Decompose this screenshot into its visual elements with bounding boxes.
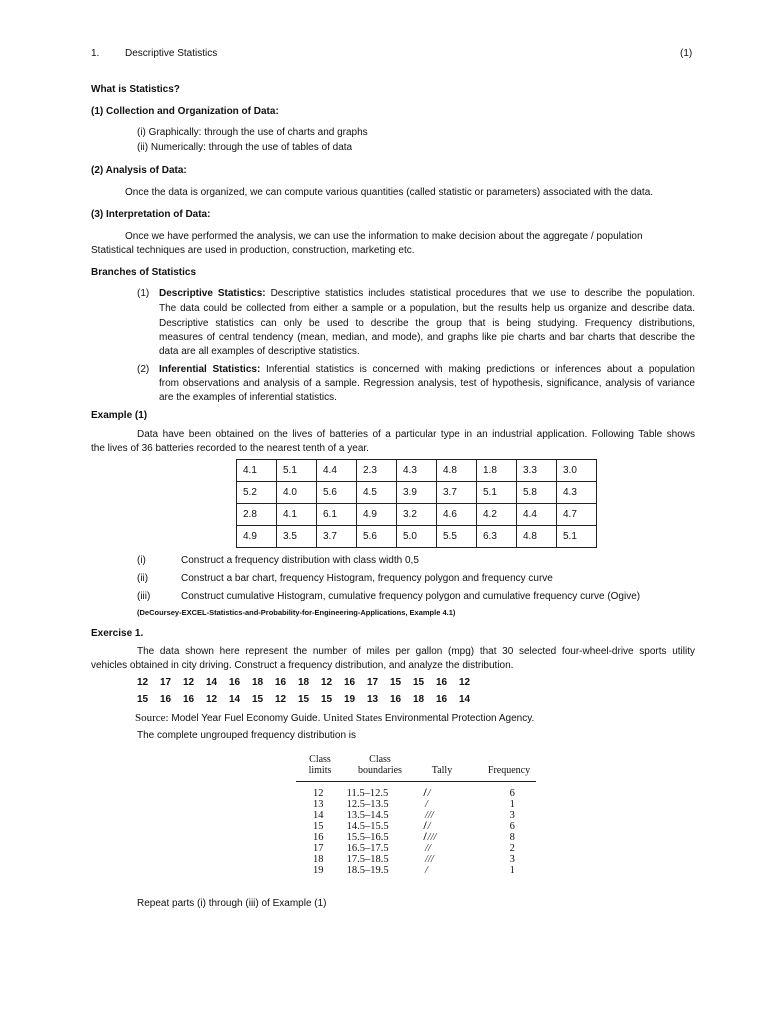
s3-heading: (3) Interpretation of Data: [91, 209, 211, 220]
frequency-row [300, 854, 540, 865]
frequency: 1 [509, 799, 515, 810]
s1-item-1: (i) Graphically: through the use of charts and graphs [137, 127, 368, 138]
s3-line-1: Once we have performed the analysis, we can use the information to make decision about the aggregate / population [125, 231, 643, 242]
table-cell: 1.8 [477, 460, 517, 482]
frequency-row [300, 865, 540, 876]
table-row [237, 526, 597, 548]
section-number: 1. [91, 48, 100, 59]
mpg-value: 12 [183, 677, 195, 688]
mpg-value: 15 [413, 677, 425, 688]
table-cell: 4.1 [237, 460, 277, 482]
table-cell: 4.2 [477, 504, 517, 526]
class-limit: 13 [313, 799, 324, 810]
mpg-value: 12 [137, 677, 149, 688]
class-limit: 18 [313, 854, 324, 865]
table-cell: 3.5 [277, 526, 317, 548]
battery-table [236, 459, 597, 548]
s2-text: Once the data is organized, we can compute various quantities (called statistic or parameters) associated with the data. [125, 187, 654, 198]
mpg-value: 16 [229, 677, 241, 688]
table-cell: 4.8 [437, 460, 477, 482]
table-cell: 3.0 [557, 460, 597, 482]
header-tally: Tally [431, 765, 453, 776]
tally-marks: // [425, 843, 431, 854]
mpg-value: 12 [206, 694, 218, 705]
class-limit: 16 [313, 832, 324, 843]
class-boundary: 14.5–15.5 [346, 821, 389, 832]
mpg-value: 16 [275, 677, 287, 688]
branch-2-num: (2) [137, 364, 150, 375]
class-boundary: 12.5–13.5 [346, 799, 389, 810]
mpg-value: 15 [390, 677, 402, 688]
mpg-value: 16 [344, 677, 356, 688]
frequency-table-body [300, 788, 540, 876]
branch-2-line-3: are the examples of inferential statistics. [159, 392, 337, 403]
class-boundary: 15.5–16.5 [346, 832, 389, 843]
frequency-table [290, 752, 540, 892]
tally-marks: / [425, 865, 428, 876]
table-cell: 4.0 [277, 482, 317, 504]
frequency: 8 [509, 832, 515, 843]
table-cell: 5.1 [277, 460, 317, 482]
mpg-value: 16 [436, 694, 448, 705]
exercise-heading: Exercise 1. [91, 628, 144, 639]
task-2-num: (ii) [137, 573, 149, 584]
frequency: 6 [509, 821, 515, 832]
frequency-row [300, 799, 540, 810]
table-cell: 4.4 [517, 504, 557, 526]
branch-2-line-2: from observations and analysis of a sample. Regression analysis, test of hypothesis, significance, analysis of variance [159, 378, 695, 389]
task-1-text: Construct a frequency distribution with class width 0,5 [181, 555, 419, 566]
what-is-heading: What is Statistics? [91, 84, 180, 95]
class-boundary: 18.5–19.5 [346, 865, 389, 876]
table-cell: 2.3 [357, 460, 397, 482]
table-cell: 6.3 [477, 526, 517, 548]
header-frequency: Frequency [487, 765, 531, 776]
table-cell: 3.7 [437, 482, 477, 504]
table-cell: 3.3 [517, 460, 557, 482]
table-cell: 5.2 [237, 482, 277, 504]
table-cell: 4.3 [397, 460, 437, 482]
branch-2-line-1: Inferential Statistics: Inferential statistics is concerned with making predictions or inferences about a population [159, 364, 695, 375]
exercise-line-1: The data shown here represent the number of miles per gallon (mpg) that 30 selected four-wheel-drive sports utility [137, 646, 695, 657]
class-boundary: 17.5–18.5 [346, 854, 389, 865]
mpg-value: 17 [160, 677, 172, 688]
frequency-row [300, 832, 540, 843]
mpg-value: 16 [436, 677, 448, 688]
branch-1-line-1: Descriptive Statistics: Descriptive statistics includes statistical procedures that we use to describe the population. [159, 288, 695, 299]
tally-marks: ̸̸̸̸ / [425, 821, 431, 832]
table-cell: 3.7 [317, 526, 357, 548]
mpg-value: 13 [367, 694, 379, 705]
s2-heading: (2) Analysis of Data: [91, 165, 187, 176]
table-row [237, 460, 597, 482]
frequency: 3 [509, 810, 515, 821]
task-2-text: Construct a bar chart, frequency Histogram, frequency polygon and frequency curve [181, 573, 553, 584]
table-row [237, 482, 597, 504]
frequency: 2 [509, 843, 515, 854]
mpg-value: 18 [252, 677, 264, 688]
frequency: 3 [509, 854, 515, 865]
complete-distribution-text: The complete ungrouped frequency distribution is [137, 730, 357, 741]
branch-1-line-2: The data could be collected from either a sample or a population, but the results help us organize and describe data. [159, 303, 695, 314]
branch-2-title: Inferential Statistics: [159, 364, 261, 375]
mpg-value: 12 [275, 694, 287, 705]
class-boundary: 16.5–17.5 [346, 843, 389, 854]
task-3-num: (iii) [137, 591, 151, 602]
s3-line-2: Statistical techniques are used in production, construction, marketing etc. [91, 245, 415, 256]
mpg-value: 16 [183, 694, 195, 705]
class-boundary: 13.5–14.5 [346, 810, 389, 821]
example-line-2: the lives of 36 batteries recorded to the nearest tenth of a year. [91, 443, 369, 454]
mpg-row-1 [137, 677, 482, 688]
mpg-value: 17 [367, 677, 379, 688]
table-cell: 4.7 [557, 504, 597, 526]
tally-marks: / [425, 799, 428, 810]
class-limit: 17 [313, 843, 324, 854]
page-number: (1) [680, 48, 693, 59]
mpg-value: 14 [229, 694, 241, 705]
repeat-text: Repeat parts (i) through (iii) of Example (1) [137, 898, 327, 909]
table-row [237, 504, 597, 526]
mpg-value: 18 [413, 694, 425, 705]
table-cell: 5.0 [397, 526, 437, 548]
header-rule [296, 781, 536, 782]
table-cell: 4.5 [357, 482, 397, 504]
example-line-1: Data have been obtained on the lives of batteries of a particular type in an industrial application. Following Table shows [137, 429, 695, 440]
table-cell: 4.6 [437, 504, 477, 526]
table-cell: 5.8 [517, 482, 557, 504]
table-cell: 5.6 [357, 526, 397, 548]
mpg-value: 19 [344, 694, 356, 705]
branch-1-line-3: Descriptive statistics can only be used to describe the group that is being studying. Frequency distributions, [159, 318, 695, 329]
mpg-value: 15 [321, 694, 333, 705]
table-cell: 6.1 [317, 504, 357, 526]
frequency-row [300, 821, 540, 832]
class-limit: 14 [313, 810, 324, 821]
s1-item-2: (ii) Numerically: through the use of tables of data [137, 142, 353, 153]
example-reference: (DeCoursey-EXCEL-Statistics-and-Probability-for-Engineering-Applications, Example 4.1) [137, 608, 456, 617]
frequency-row [300, 788, 540, 799]
frequency-row [300, 810, 540, 821]
table-cell: 3.9 [397, 482, 437, 504]
class-limit: 19 [313, 865, 324, 876]
table-cell: 5.6 [317, 482, 357, 504]
table-cell: 4.4 [317, 460, 357, 482]
tally-marks: ̸̸̸̸ / [425, 788, 431, 799]
tally-marks: /// [425, 854, 434, 865]
source-label: Source: [135, 712, 169, 724]
task-1-num: (i) [137, 555, 146, 566]
mpg-value: 15 [137, 694, 149, 705]
branch-1-num: (1) [137, 288, 150, 299]
table-cell: 4.9 [237, 526, 277, 548]
mpg-value: 12 [459, 677, 471, 688]
class-boundary: 11.5–12.5 [346, 788, 389, 799]
branch-1-line-5: data are all examples of descriptive statistics. [159, 346, 360, 357]
table-cell: 4.1 [277, 504, 317, 526]
mpg-value: 15 [298, 694, 310, 705]
mpg-row-2 [137, 694, 482, 705]
branches-heading: Branches of Statistics [91, 267, 197, 278]
mpg-value: 12 [321, 677, 333, 688]
header-class-limits: Class limits [308, 754, 332, 776]
section-title: Descriptive Statistics [125, 48, 218, 59]
mpg-value: 15 [252, 694, 264, 705]
branch-1-title: Descriptive Statistics: [159, 288, 266, 299]
mpg-value: 14 [459, 694, 471, 705]
frequency: 6 [509, 788, 515, 799]
source-line: Source: Model Year Fuel Economy Guide. United States Environmental Protection Agency. [135, 712, 535, 724]
example-heading: Example (1) [91, 410, 148, 421]
table-cell: 2.8 [237, 504, 277, 526]
task-3-text: Construct cumulative Histogram, cumulative frequency polygon and cumulative frequency curve (Ogive) [181, 591, 641, 602]
frequency-row [300, 843, 540, 854]
class-limit: 15 [313, 821, 324, 832]
table-cell: 5.1 [557, 526, 597, 548]
frequency: 1 [509, 865, 515, 876]
mpg-value: 16 [390, 694, 402, 705]
s1-heading: (1) Collection and Organization of Data: [91, 106, 279, 117]
class-limit: 12 [313, 788, 324, 799]
header-class-boundaries: Class boundaries [358, 754, 402, 776]
table-cell: 4.8 [517, 526, 557, 548]
tally-marks: ̸̸̸̸ /// [425, 832, 437, 843]
tally-marks: /// [425, 810, 434, 821]
table-cell: 5.1 [477, 482, 517, 504]
table-cell: 4.3 [557, 482, 597, 504]
exercise-line-2: vehicles obtained in city driving. Construct a frequency distribution, and analyze the distribution. [91, 660, 514, 671]
table-cell: 4.9 [357, 504, 397, 526]
table-cell: 3.2 [397, 504, 437, 526]
table-cell: 5.5 [437, 526, 477, 548]
mpg-value: 14 [206, 677, 218, 688]
branch-1-line-4: measures of central tendency (mean, median, and mode), and graphs like pie charts and bar charts that describe the [159, 332, 695, 343]
mpg-value: 16 [160, 694, 172, 705]
mpg-value: 18 [298, 677, 310, 688]
